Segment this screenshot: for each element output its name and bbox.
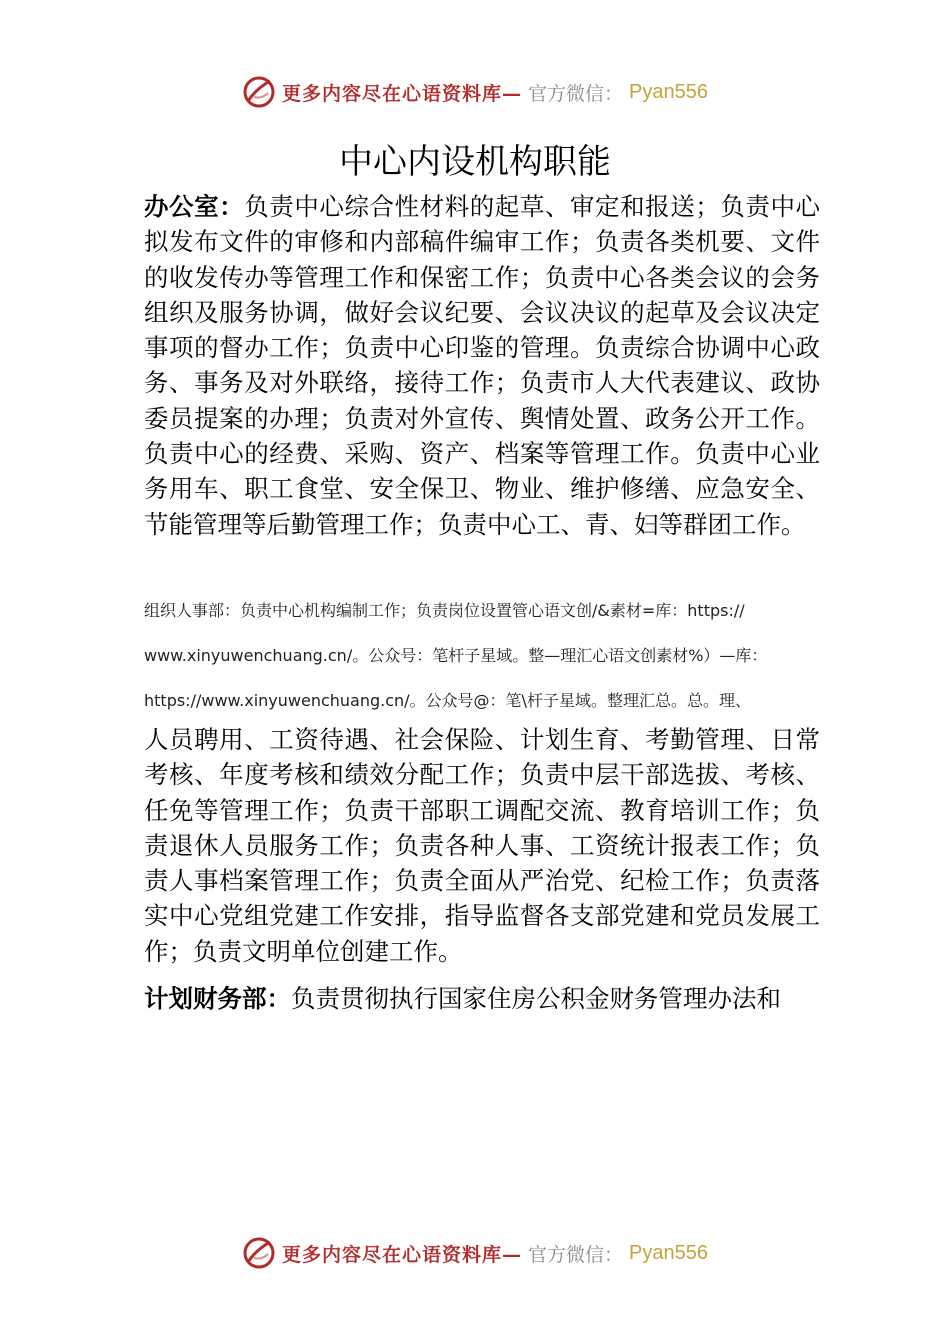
finance-text: 负责贯彻执行国家住房公积金财务管理办法和: [291, 984, 781, 1013]
office-section: [144, 189, 820, 542]
header-banner: [0, 72, 950, 112]
header-wechat-label: 官方微信：: [528, 82, 624, 105]
hr-line-2: www.xinyuwenchuang.cn/。公众号：笔杆子星域。整—理汇心语文创素材%）—库：: [144, 646, 768, 665]
footer-wechat-id: Pyan556: [629, 1241, 708, 1264]
header-wechat-id: Pyan556: [629, 80, 708, 103]
footer-wechat-label: 官方微信：: [528, 1243, 624, 1266]
hr-header-block: [144, 588, 820, 723]
finance-label: 计划财务部：: [144, 984, 291, 1013]
finance-paragraph: [144, 981, 820, 1016]
hr-paragraph: 人员聘用、工资待遇、社会保险、计划生育、考勤管理、日常考核、年度考核和绩效分配工作；负责中层干部选拔、考核、任免等管理工作；负责干部职工调配交流、教育培训工作；负责退休人员服务工作；负责各种人事、工资统计报表工作；负责人事档案管理工作；负责全面从严治党、纪检工作；负责落实中心党组党建工作安排，指导监督各支部党建和党员发展工作；负责文明单位创建工作。: [144, 725, 820, 966]
header-banner-text: 更多内容尽在心语资料库—: [282, 82, 523, 105]
brand-logo-icon: [242, 1236, 276, 1270]
office-label: 办公室：: [144, 192, 245, 221]
brand-logo-icon: [242, 75, 276, 109]
hr-line-1: 组织人事部：负责中心机构编制工作；负责岗位设置管心语文创/&素材=库：https://: [144, 601, 745, 620]
office-text: 负责中心综合性材料的起草、审定和报送；负责中心拟发布文件的审修和内部稿件编审工作；负责各类机要、文件的收发传办等管理工作和保密工作；负责中心各类会议的会务组织及服务协调，做好会议纪要、会议决议的起草及会议决定事项的督办工作；负责中心印鉴的管理。负责综合协调中心政务、事务及对外联络，接待工作；负责市人大代表建议、政协委员提案的办理；负责对外宣传、舆情处置、政务公开工作。负责中心的经费、采购、资产、档案等管理工作。负责中心业务用车、职工食堂、安全保卫、物业、维护修缮、应急安全、节能管理等后勤管理工作；负责中心工、青、妇等群团工作。: [144, 192, 821, 539]
office-paragraph: [144, 189, 820, 542]
footer-banner-text: 更多内容尽在心语资料库—: [282, 1243, 523, 1266]
hr-line-3: https://www.xinyuwenchuang.cn/。公众号@：笔\杆子星域。整理汇总。总。理、: [144, 691, 751, 710]
hr-section: [144, 722, 820, 969]
finance-section: [144, 981, 820, 1016]
footer-banner: [0, 1233, 950, 1273]
page-title: 中心内设机构职能: [339, 142, 611, 182]
